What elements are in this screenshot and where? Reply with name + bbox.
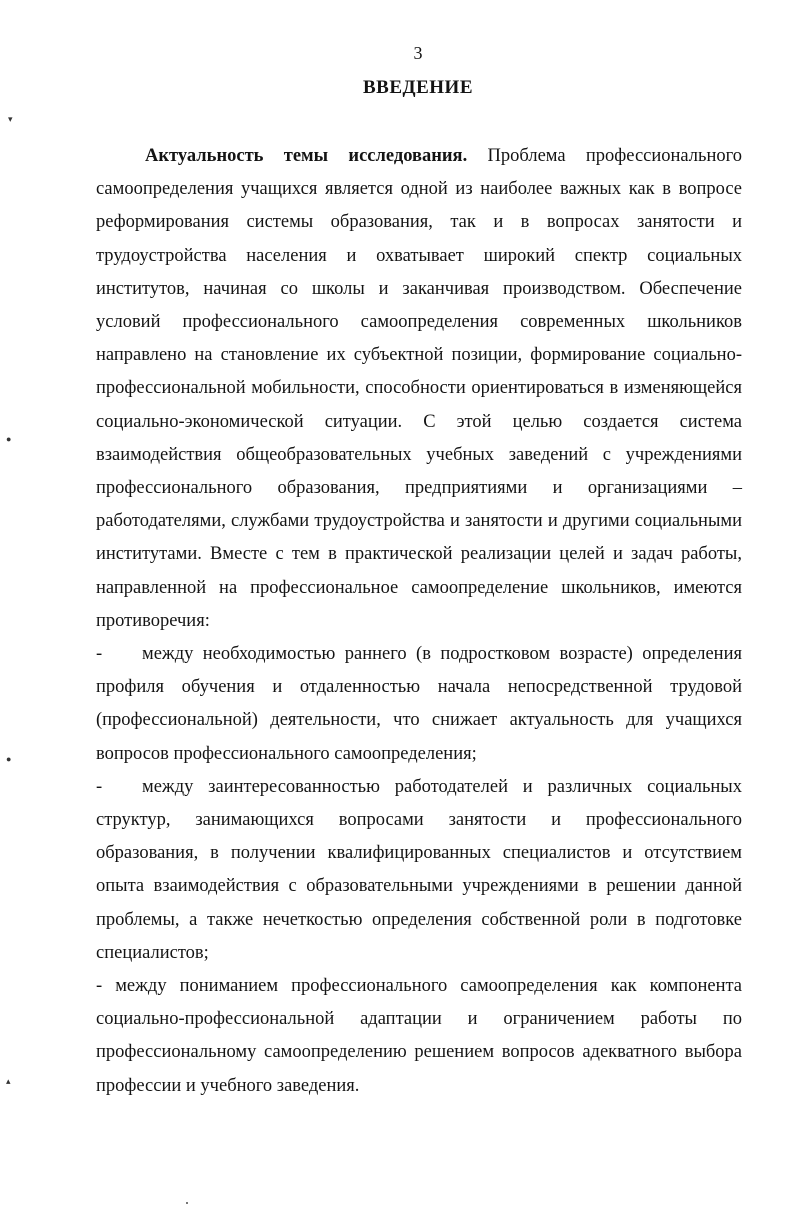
dash-marker: - (96, 644, 103, 665)
list-item-text: между пониманием профессионального самоопределения как компонента социально-профессиональной адаптации и ограничением работы по профессиональному самоопределению решением вопросов адекватного выбора профессии и учебного заведения. (96, 976, 742, 1096)
list-item (96, 638, 742, 771)
list-item-text: между заинтересованностью работодателей и различных социальных структур, занимающихся вопросами занятости и профессионального образования, в получении квалифицированных специалистов и отсутствием опыта взаимодействия с образовательными учреждениями в решении данной проблемы, а также нечеткостью определения собственной роли в подготовке специалистов; (96, 776, 742, 963)
scan-mark: ▴ (6, 1076, 11, 1086)
page-number: 3 (413, 43, 423, 63)
dash-marker: - (96, 776, 103, 797)
scan-mark: ● (6, 434, 12, 444)
body-text (96, 140, 742, 1103)
lead-phrase: Актуальность темы исследования. (145, 146, 468, 166)
intro-text: Проблема профессионального самоопределения учащихся является одной из наиболее важных как в вопросе реформирования системы образования, так и в вопросах занятости и трудоустройства населения и охватывает широкий спектр социальных институтов, начиная со школы и заканчивая производством. Обеспечение условий профессионального самоопределения современных школьников направлено на становление их субъектной позиции, формирование социально-профессиональной мобильности, способности ориентироваться в изменяющейся социально-экономической ситуации. С этой целью создается система взаимодействия общеобразовательных учебных заведений с учреждениями профессионального образования, предприятиями и организациями – работодателями, службами трудоустройства и занятости и другими социальными институтами. Вместе с тем в практической реализации целей и задач работы, направленной на профессиональное самоопределение школьников, имеются противоречия: (96, 146, 743, 631)
list-item (96, 771, 742, 970)
section-heading: ВВЕДЕНИЕ (363, 77, 473, 98)
scan-speck (186, 1202, 188, 1204)
list-item (96, 970, 742, 1103)
scan-mark: ● (6, 754, 12, 764)
scan-mark: ▾ (8, 114, 13, 124)
intro-paragraph (96, 140, 742, 638)
list-item-text: между необходимостью раннего (в подростковом возрасте) определения профиля обучения и отдаленностью начала непосредственной трудовой (профессиональной) деятельности, что снижает актуальность для учащихся вопросов профессионального самоопределения; (96, 644, 742, 764)
dash-marker: - (96, 976, 116, 997)
